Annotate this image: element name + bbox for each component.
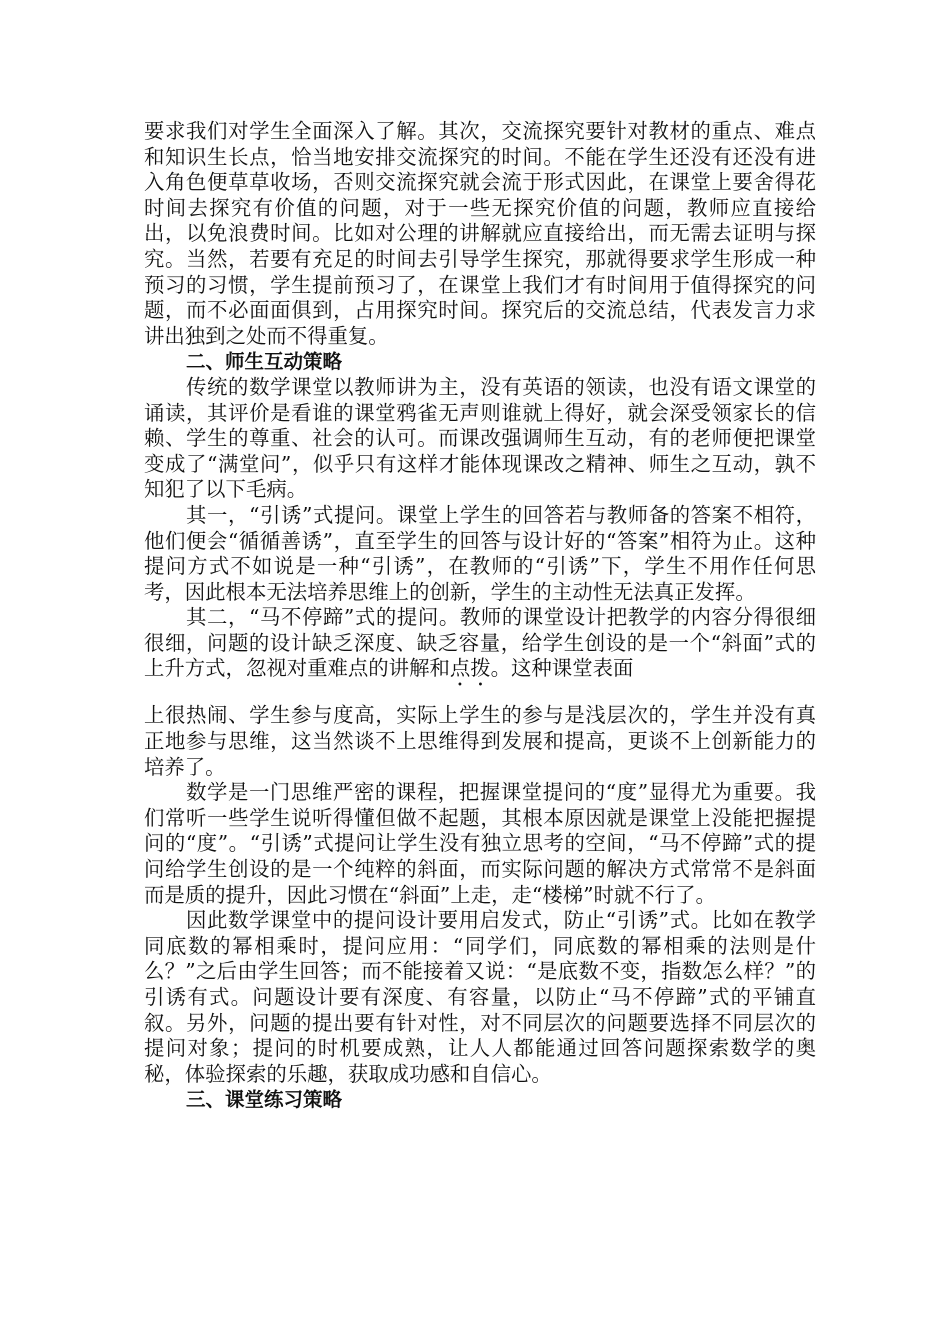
- paragraph-intro: 要求我们对学生全面深入了解。其次，交流探究要针对教材的重点、难点和知识生长点，恰当地安排交流探究的时间。不能在学生还没有还没有进入角色便草草收场，否则交流探究就会流于形式因此，在课堂上要舍得花时间去探究有价值的问题，对于一些无探究价值的问题，教师应直接给出，以免浪费时间。比如对公理的讲解就应直接给出，而无需去证明与探究。当然，若要有充足的时间去引导学生探究，那就得要求学生形成一种预习的习惯，学生提前预习了，在课堂上我们才有时间用于值得探究的问题，而不必面面俱到，占用探究时间。探究后的交流总结，代表发言力求讲出独到之处而不得重复。: [144, 119, 816, 348]
- section-heading-teacher-student-interaction: 二、师生互动策略: [186, 350, 343, 374]
- paragraph-traditional-classroom: 传统的数学课堂以教师讲为主，没有英语的领读，也没有语文课堂的诵读，其评价是看谁的课堂鸦雀无声则谁就上得好，就会深受领家长的信赖、学生的尊重、社会的认可。而课改强调师生互动，有的老师便把课堂变成了“满堂问”，似乎只有这样才能体现课改之精神、师生之互动，孰不知犯了以下毛病。: [144, 374, 816, 502]
- paragraph-first-problem: 其一，“引诱”式提问。课堂上学生的回答若与教师备的答案不相符，他们便会“循循善诱”，直至学生的回答与设计好的“答案”相符为止。这种提问方式不如说是一种“引诱”，在教师的“引诱”下，学生不用作任何思考，因此根本无法培养思维上的创新，学生的主动性无法真正发挥。: [144, 502, 816, 604]
- paragraph-second-text-a: 其二，“马不停蹄”式的提问。教师的课堂设计把教学的内容分得很细很细，问题的设计缺乏深度、缺乏容量，给学生创设的是一个“斜面”式的上升方式，忽视对重难点的讲解和: [144, 605, 816, 681]
- paragraph-therefore: 因此数学课堂中的提问设计要用启发式，防止“引诱”式。比如在教学同底数的幂相乘时，提问应用：“同学们，同底数的幂相乘的法则是什么？”之后由学生回答；而不能接着又说：“是底数不变，指数怎么样？”的引诱有式。问题设计要有深度、有容量，以防止“马不停蹄”式的平铺直叙。另外，问题的提出要有针对性，对不同层次的问题要选择不同层次的提问对象；提问的时机要成熟，让人人都能通过回答问题探索数学的奥秘，体验探索的乐趣，获取成功感和自信心。: [144, 908, 816, 1086]
- line-gap: [144, 691, 816, 703]
- paragraph-second-text-b: 。这种课堂表面: [490, 656, 634, 681]
- paragraph-second-problem: [144, 605, 816, 780]
- paragraph-math-rigor: 数学是一门思维严密的课程，把握课堂提问的“度”显得尤为重要。我们常听一些学生说听得懂但做不起题，其根本原因就是课堂上没能把握提问的“度”。“引诱”式提问让学生没有独立思考的空间，“马不停蹄”式的提问给学生创设的是一个纯粹的斜面，而实际问题的解决方式常常不是斜面而是质的提升，因此习惯在“斜面”上走，走“楼梯”时就不行了。: [144, 780, 816, 907]
- document-body: [144, 119, 816, 1113]
- emphasized-text-dianbo: 点拨: [449, 656, 491, 681]
- paragraph-second-text-c: 上很热闹、学生参与度高，实际上学生的参与是浅层次的，学生并没有真正地参与思维，这当然谈不上思维得到发展和提高，更谈不上创新能力的培养了。: [144, 703, 816, 779]
- section-heading-classroom-practice: 三、课堂练习策略: [186, 1088, 343, 1112]
